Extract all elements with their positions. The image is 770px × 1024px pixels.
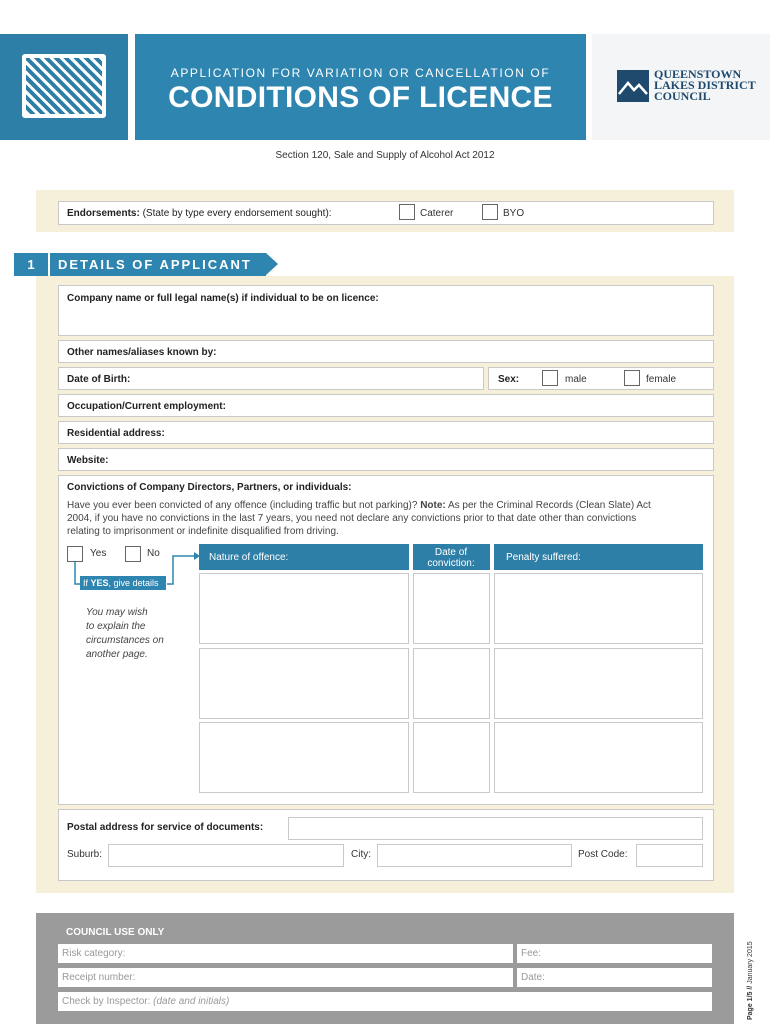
dob-field[interactable] [58,367,484,390]
section-number: 1 [14,253,48,276]
convictions-yes-label: Yes [90,548,107,559]
sex-label: Sex: [498,374,520,385]
website-field[interactable] [58,448,714,471]
endorsements-label: Endorsements: (State by type every endorsement sought): [67,208,332,219]
council-use-panel [36,913,734,1024]
date-cell-2[interactable] [413,648,490,719]
form-title: CONDITIONS OF LICENCE [168,81,553,114]
byo-label: BYO [503,208,525,219]
sex-field [488,367,714,390]
postcode-label: Post Code: [578,849,628,860]
page-footer: Page 1/5 // January 2015 [747,941,754,1020]
convictions-heading: Convictions of Company Directors, Partners, or individuals: [67,482,352,493]
male-checkbox[interactable] [542,370,558,386]
council-use-caption: COUNCIL USE ONLY [66,927,165,938]
act-reference: Section 120, Sale and Supply of Alcohol Act 2012 [275,150,495,161]
receipt-number-field[interactable]: Receipt number: [58,968,513,987]
if-yes-tag: If YES, give details [80,576,166,590]
suburb-input[interactable] [108,844,344,867]
offence-cell-2[interactable] [199,648,409,719]
section-arrow-icon [266,253,278,275]
suburb-label: Suburb: [67,849,103,860]
inspector-check-field[interactable]: Check by Inspector: (date and initials) [58,992,712,1011]
male-label: male [565,374,587,385]
mountain-logo-icon [617,70,649,102]
col-penalty-header: Penalty suffered: [494,544,703,570]
date-field[interactable]: Date: [517,968,712,987]
col-date-header: Date of conviction: [413,544,490,570]
convictions-no-label: No [147,548,160,559]
company-name-field[interactable] [58,285,714,336]
endorsements-row [58,201,714,225]
postal-address-input[interactable] [288,817,703,840]
fee-field[interactable]: Fee: [517,944,712,963]
other-names-field[interactable] [58,340,714,363]
city-input[interactable] [377,844,572,867]
date-cell-1[interactable] [413,573,490,644]
penalty-cell-1[interactable] [494,573,703,644]
convictions-question: Have you ever been convicted of any offence (including traffic but not parking)? Note: As per the Criminal Records (Clean Slate) Act 2004, if you have no convictions in the last 7 years, you need not declare any convictions prior to that date other than convictions relating to imprisonment or indefinite disqualified from driving. [67,500,651,537]
council-logo-block [592,34,770,140]
female-checkbox[interactable] [624,370,640,386]
occupation-label: Occupation/Current employment: [67,401,226,412]
col-nature-header: Nature of offence: [199,544,409,570]
offence-cell-3[interactable] [199,722,409,793]
caterer-checkbox[interactable] [399,204,415,220]
council-name: QUEENSTOWN LAKES DISTRICT COUNCIL [654,67,756,103]
residential-address-field[interactable] [58,421,714,444]
risk-category-field[interactable]: Risk category: [58,944,513,963]
website-label: Website: [67,455,109,466]
city-label: City: [351,849,371,860]
form-subtitle: APPLICATION FOR VARIATION OR CANCELLATION OF [170,66,551,80]
residential-address-label: Residential address: [67,428,165,439]
occupation-field[interactable] [58,394,714,417]
penalty-cell-2[interactable] [494,648,703,719]
date-cell-3[interactable] [413,722,490,793]
other-names-label: Other names/aliases known by: [67,347,217,358]
byo-checkbox[interactable] [482,204,498,220]
hatched-logo-icon [22,54,106,118]
header-logo-block [0,34,128,140]
caterer-label: Caterer [420,208,454,219]
postal-address-label: Postal address for service of documents: [67,822,264,833]
dob-label: Date of Birth: [67,374,131,385]
company-name-label: Company name or full legal name(s) if individual to be on licence: [67,293,379,304]
penalty-cell-3[interactable] [494,722,703,793]
offence-cell-1[interactable] [199,573,409,644]
explain-note: You may wish to explain the circumstances on another page. [86,607,164,660]
header-title-block [135,34,586,140]
female-label: female [646,374,677,385]
section-title: DETAILS OF APPLICANT [50,253,266,276]
postcode-input[interactable] [636,844,703,867]
